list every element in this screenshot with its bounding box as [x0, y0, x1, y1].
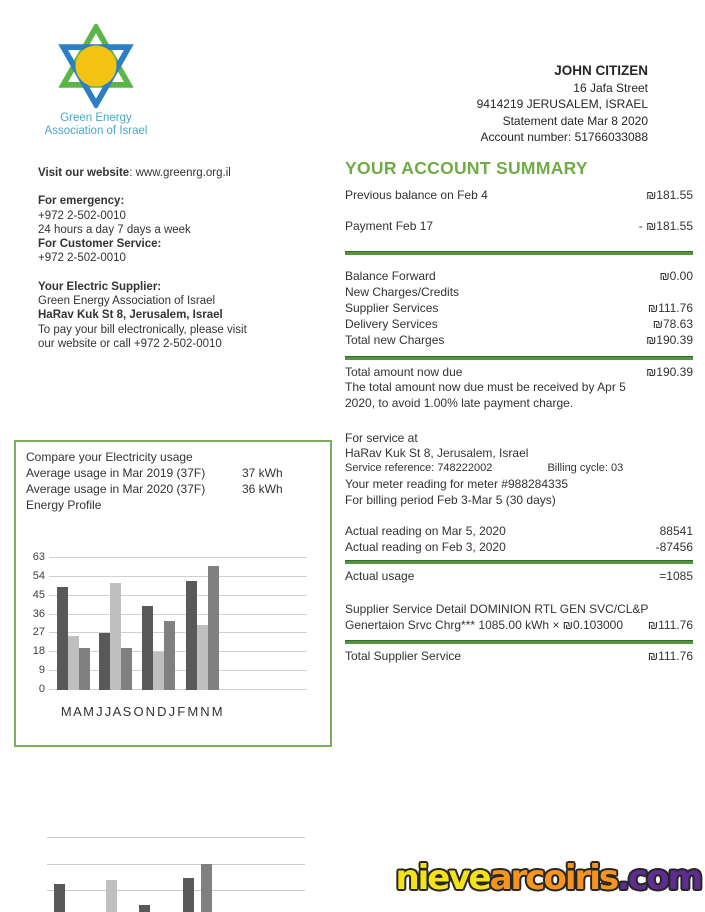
service-address: HaRav Kuk St 8, Jerusalem, Israel — [345, 446, 529, 460]
energy-bar — [197, 625, 208, 690]
avg-2020-row — [26, 481, 330, 497]
reading-feb-row — [345, 539, 693, 555]
balance-forward-label: Balance Forward — [345, 269, 436, 283]
chart-gridline — [49, 576, 307, 577]
emergency-hours: 24 hours a day 7 days a week — [38, 223, 191, 236]
supplier-detail-amount: ₪111.76 — [647, 618, 693, 632]
chart-gridline — [47, 864, 305, 865]
reading-mar-row — [345, 523, 693, 539]
section-divider — [345, 251, 693, 255]
recipient-block — [477, 63, 648, 146]
total-supplier-amount: ₪111.76 — [647, 649, 693, 663]
chart-gridline — [49, 595, 307, 596]
chart-gridline — [49, 614, 307, 615]
actual-usage-row — [345, 568, 693, 584]
energy-bar — [99, 633, 110, 690]
watermark — [395, 856, 701, 900]
chart-y-tick: 63 — [32, 551, 45, 563]
energy-profile-chart — [32, 551, 307, 719]
watermark-part2: arcoiris — [489, 858, 618, 898]
customer-service-label: For Customer Service: — [38, 238, 162, 251]
avg-2020-value: 36 kWh — [242, 482, 283, 496]
usage-comparison-box — [14, 440, 332, 747]
supplier-detail-label: Genertaion Srvc Chrg*** 1085.00 kWh × ₪0.103000 — [345, 618, 624, 632]
account-number: Account number: 51766033088 — [480, 130, 648, 144]
delivery-services-label: Delivery Services — [345, 317, 438, 331]
reading-feb-value: -87456 — [655, 540, 693, 554]
chart-y-tick: 0 — [38, 683, 45, 695]
chart-gridline — [49, 632, 307, 633]
section-divider — [345, 640, 693, 644]
energy-bar — [186, 581, 197, 690]
supplier-services-label: Supplier Services — [345, 301, 439, 315]
due-note-line2: 2020, to avoid 1.00% late payment charge. — [345, 395, 574, 410]
recipient-address-line2: 9414219 JERUSALEM, ISRAEL — [476, 97, 648, 111]
previous-balance-row — [345, 187, 693, 203]
logo-text-line2: Association of Israel — [44, 125, 148, 137]
website-url: : www.greenrg.org.il — [129, 167, 231, 179]
partial-bar — [201, 864, 212, 912]
service-reference-line — [345, 461, 693, 476]
chart-y-tick: 18 — [32, 645, 45, 658]
previous-balance-label: Previous balance on Feb 4 — [345, 188, 488, 202]
delivery-services-row — [345, 316, 693, 332]
due-note-line1: The total amount now due must be received by Apr 5 — [345, 380, 626, 394]
chart-gridline — [47, 837, 305, 838]
pay-info-line2: our website or call +972 2-502-0010 — [38, 337, 222, 350]
energy-bar — [57, 587, 68, 690]
supplier-name: Green Energy Association of Israel — [38, 295, 216, 308]
partial-bar — [183, 878, 194, 912]
supplier-label: Your Electric Supplier: — [38, 280, 162, 293]
total-supplier-label: Total Supplier Service — [345, 649, 462, 663]
energy-bar — [153, 652, 164, 690]
chart-x-axis-labels: M A M J J A S O N D J F M N M — [60, 704, 224, 719]
total-new-charges-label: Total new Charges — [345, 333, 445, 347]
service-at-label: For service at — [345, 431, 418, 445]
contact-info — [38, 166, 328, 351]
actual-usage-value: =1085 — [659, 569, 693, 583]
energy-bar — [208, 566, 219, 690]
pay-info-line1: To pay your bill electronically, please visit — [38, 323, 247, 336]
avg-2019-row — [26, 465, 330, 481]
statement-date: Statement date Mar 8 2020 — [502, 113, 648, 128]
delivery-services-amount: ₪78.63 — [652, 317, 693, 331]
supplier-address: HaRav Kuk St 8, Jerusalem, Israel — [38, 309, 223, 322]
energy-bar — [110, 583, 121, 690]
energy-profile-label: Energy Profile — [26, 498, 102, 512]
section-divider — [345, 560, 693, 564]
total-new-charges-row — [345, 332, 693, 348]
chart-y-tick: 27 — [32, 626, 45, 639]
total-due-row — [345, 364, 693, 380]
energy-bar — [121, 648, 132, 690]
chart-gridline — [49, 557, 307, 558]
energy-bar — [68, 636, 79, 690]
website-line — [38, 166, 328, 180]
compare-usage-title: Compare your Electricity usage — [26, 450, 193, 464]
partial-bar — [139, 905, 150, 912]
chart-gridline — [47, 890, 305, 891]
section-divider — [345, 356, 693, 360]
billing-cycle: Billing cycle: 03 — [547, 462, 624, 474]
billing-period: For billing period Feb 3-Mar 5 (30 days) — [345, 493, 556, 507]
previous-balance-amount: ₪181.55 — [646, 188, 693, 202]
supplier-detail-row — [345, 617, 693, 633]
new-charges-header: New Charges/Credits — [345, 285, 460, 299]
service-reference: Service reference: 748222002 — [345, 462, 493, 474]
emergency-label: For emergency: — [38, 195, 125, 208]
avg-2019-value: 37 kWh — [242, 466, 283, 480]
supplier-services-row — [345, 300, 693, 316]
reading-mar-value: 88541 — [659, 524, 693, 538]
watermark-part1: nieve — [395, 858, 490, 898]
avg-2019-label: Average usage in Mar 2019 (37F) — [26, 466, 206, 480]
company-logo — [40, 24, 152, 138]
reading-mar-label: Actual reading on Mar 5, 2020 — [345, 524, 506, 538]
balance-forward-row — [345, 268, 693, 284]
payment-label: Payment Feb 17 — [345, 219, 434, 233]
chart-y-tick: 54 — [32, 569, 45, 582]
actual-usage-label: Actual usage — [345, 569, 415, 583]
supplier-detail-header: Supplier Service Detail DOMINION RTL GEN SVC/CL&P — [345, 602, 649, 616]
website-label: Visit our website — [38, 167, 130, 179]
meter-line: Your meter reading for meter #988284335 — [345, 477, 569, 491]
recipient-name: JOHN CITIZEN — [554, 63, 648, 78]
chart-y-tick: 36 — [32, 607, 45, 620]
total-due-amount: ₪190.39 — [646, 365, 693, 379]
payment-amount: - ₪181.55 — [638, 219, 693, 233]
total-supplier-row — [345, 648, 693, 664]
balance-forward-amount: ₪0.00 — [659, 269, 693, 283]
account-summary-title: YOUR ACCOUNT SUMMARY — [345, 158, 588, 178]
avg-2020-label: Average usage in Mar 2020 (37F) — [26, 482, 206, 496]
energy-bar — [142, 606, 153, 690]
reading-feb-label: Actual reading on Feb 3, 2020 — [345, 540, 506, 554]
total-due-label: Total amount now due — [345, 365, 463, 379]
recipient-address-line1: 16 Jafa Street — [573, 80, 648, 95]
total-new-charges-amount: ₪190.39 — [646, 333, 693, 347]
emergency-phone: +972 2-502-0010 — [38, 209, 126, 222]
payment-row — [345, 218, 693, 234]
partial-bar — [54, 884, 65, 912]
chart-y-tick: 9 — [38, 664, 45, 677]
energy-bar — [164, 621, 175, 690]
supplier-services-amount: ₪111.76 — [647, 301, 693, 315]
chart-y-tick: 45 — [32, 588, 45, 601]
logo-text-line1: Green Energy — [60, 112, 132, 124]
star-of-david-sun-icon — [55, 24, 137, 108]
energy-bar — [79, 648, 90, 690]
watermark-part3: .com — [617, 858, 701, 898]
account-summary — [345, 158, 693, 664]
customer-service-phone: +972 2-502-0010 — [38, 252, 126, 265]
partial-bar — [106, 880, 117, 912]
